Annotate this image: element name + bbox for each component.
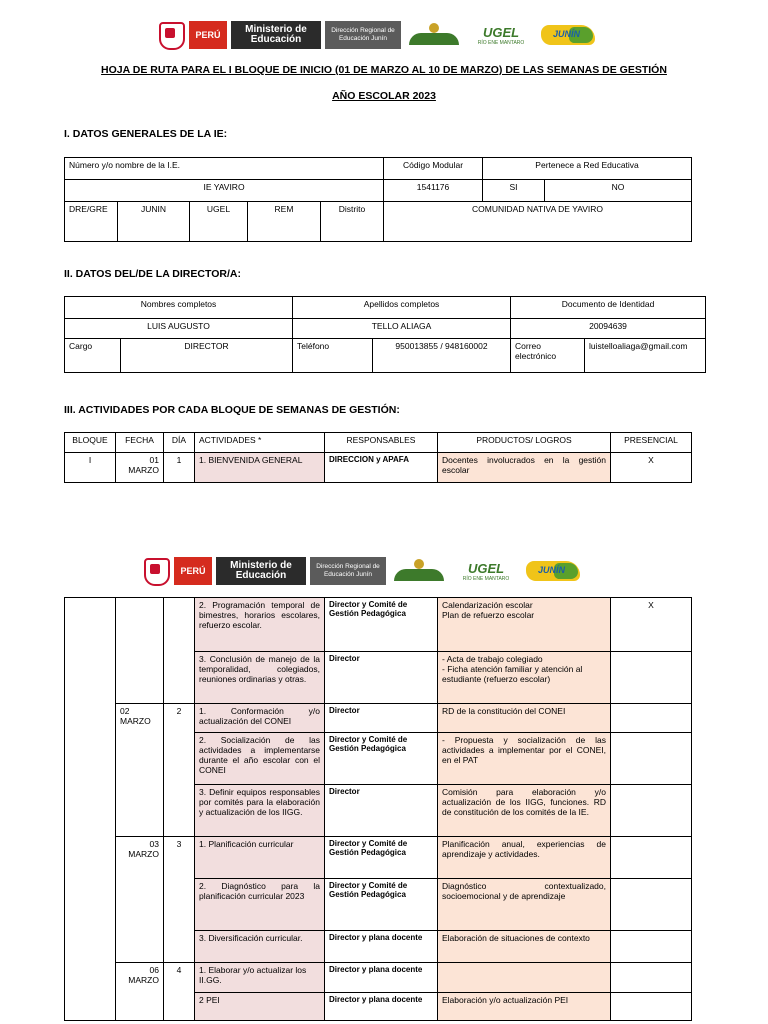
presencial-cell: X [611,453,692,483]
header-logos [155,20,597,50]
producto-cell: - Propuesta y socialización de las actividades a implementar por el CONEI, en el PAT [438,733,611,785]
minedu-logo: Ministerio de Educación [216,557,306,585]
actividad-cell: 1. Planificación curricular [195,837,325,879]
telefono-value: 950013855 / 948160002 [373,339,511,373]
responsable-cell: Director y Comité de Gestión Pedagógica [325,598,438,652]
peru-logo: PERÚ [189,21,227,49]
telefono-label: Teléfono [293,339,373,373]
header-red: Pertenece a Red Educativa [483,158,692,180]
fecha-cell: 03 MARZO [116,837,164,963]
correo-label: Correo electrónico [511,339,585,373]
distrito-value: COMUNIDAD NATIVA DE YAVIRO [384,202,692,242]
junin-logo: JUNÍN [524,557,582,585]
fecha-cell: 06 MARZO [116,963,164,1021]
responsable-cell: Director y Comité de Gestión Pedagógica [325,837,438,879]
dia-cell: 2 [164,704,195,837]
cargo-label: Cargo [65,339,121,373]
table-row [65,837,692,879]
director-dni: 20094639 [511,319,706,339]
col-presencial: PRESENCIAL [611,433,692,453]
actividad-cell: 2 PEI [195,993,325,1021]
document-title: HOJA DE RUTA PARA EL I BLOQUE DE INICIO (01 DE MARZO AL 10 DE MARZO) DE LAS SEMANAS DE GESTIÓN [101,64,667,76]
cargo-value: DIRECTOR [121,339,293,373]
director-apellidos: TELLO ALIAGA [293,319,511,339]
section-heading-3: III. ACTIVIDADES POR CADA BLOQUE DE SEMANAS DE GESTIÓN: [64,404,400,416]
responsable-cell: DIRECCION y APAFA [325,453,438,483]
col-bloque: BLOQUE [65,433,116,453]
responsable-cell: Director y plana docente [325,963,438,993]
header-nombre: Número y/o nombre de la I.E. [65,158,384,180]
section-heading-2: II. DATOS DEL/DE LA DIRECTOR/A: [64,268,241,280]
header-nombres: Nombres completos [65,297,293,319]
correo-value: luistelloaliaga@gmail.com [585,339,706,373]
fecha-cell: 01 MARZO [116,453,164,483]
emblem-logo [405,21,463,49]
presencial-cell [611,704,692,733]
presencial-cell [611,931,692,963]
producto-cell: Comisión para elaboración y/o actualización de los IIGG, funciones. RD de constitución de los comités de la IE. [438,785,611,837]
header-documento: Documento de Identidad [511,297,706,319]
dre-value: JUNIN [118,202,190,242]
actividad-cell: 3. Conclusión de manejo de la temporalidad, colegiados, reuniones ordinarias y otras. [195,652,325,704]
actividad-cell: 1. BIENVENIDA GENERAL [195,453,325,483]
responsable-cell: Director y plana docente [325,931,438,963]
fecha-cell: 02 MARZO [116,704,164,837]
producto-cell: Diagnóstico contextualizado, socioemocional y de aprendizaje [438,879,611,931]
actividad-cell: 2. Programación temporal de bimestres, horarios escolares, refuerzo escolar. [195,598,325,652]
presencial-cell [611,733,692,785]
table-row [65,963,692,993]
dre-logo: Dirección Regional de Educación Junín [325,21,401,49]
dia-cell [164,598,195,704]
dia-cell: 3 [164,837,195,963]
presencial-cell [611,879,692,931]
header-codigo: Código Modular [384,158,483,180]
col-productos: PRODUCTOS/ LOGROS [438,433,611,453]
actividad-cell: 2. Socialización de las actividades a implementarse durante el año escolar con el CONEI [195,733,325,785]
presencial-cell: X [611,598,692,652]
actividad-cell: 1. Elaborar y/o actualizar los II.GG. [195,963,325,993]
producto-cell: Elaboración de situaciones de contexto [438,931,611,963]
dia-cell: 1 [164,453,195,483]
producto-cell: - Acta de trabajo colegiado - Ficha atención familiar y atención al estudiante (refuerzo escolar) [438,652,611,704]
header-apellidos: Apellidos completos [293,297,511,319]
ugel-value: REM [248,202,321,242]
emblem-logo [390,557,448,585]
dia-cell: 4 [164,963,195,1021]
actividad-cell: 3. Diversificación curricular. [195,931,325,963]
responsable-cell: Director [325,785,438,837]
peru-shield-icon [155,20,185,50]
ie-nombre: IE YAVIRO [65,180,384,202]
col-responsables: RESPONSABLES [325,433,438,453]
dre-label: DRE/GRE [65,202,118,242]
table-row [65,598,692,652]
producto-cell: Elaboración y/o actualización PEI [438,993,611,1021]
ugel-logo: UGEL RÍO ENE MANTARO [462,560,510,582]
actividades-table-page2 [64,597,692,1021]
responsable-cell: Director [325,704,438,733]
fecha-cell [116,598,164,704]
junin-logo: JUNÍN [539,21,597,49]
dre-logo: Dirección Regional de Educación Junín [310,557,386,585]
presencial-cell [611,652,692,704]
actividad-cell: 3. Definir equipos responsables por comités para la elaboración y actualización de los IIGG. [195,785,325,837]
responsable-cell: Director [325,652,438,704]
producto-cell [438,963,611,993]
peru-shield-icon [140,556,170,586]
responsable-cell: Director y plana docente [325,993,438,1021]
presencial-cell [611,993,692,1021]
col-fecha: FECHA [116,433,164,453]
document-subtitle: AÑO ESCOLAR 2023 [332,90,436,102]
bloque-cell [65,598,116,1021]
director-table [64,296,706,373]
table-row [65,704,692,733]
actividades-table [64,432,692,483]
ugel-label: UGEL [190,202,248,242]
responsable-cell: Director y Comité de Gestión Pedagógica [325,733,438,785]
producto-cell: Calendarización escolar Plan de refuerzo escolar [438,598,611,652]
red-no: NO [545,180,692,202]
minedu-logo: Ministerio de Educación [231,21,321,49]
codigo-modular: 1541176 [384,180,483,202]
red-si: SI [483,180,545,202]
actividad-cell: 1. Conformación y/o actualización del CONEI [195,704,325,733]
distrito-label: Distrito [321,202,384,242]
producto-cell: RD de la constitución del CONEI [438,704,611,733]
presencial-cell [611,785,692,837]
header-logos-page2 [140,556,582,586]
bloque-cell: I [65,453,116,483]
section-heading-1: I. DATOS GENERALES DE LA IE: [64,128,228,140]
producto-cell: Planificación anual, experiencias de aprendizaje y actividades. [438,837,611,879]
datos-generales-table [64,157,692,242]
producto-cell: Docentes involucrados en la gestión escolar [438,453,611,483]
presencial-cell [611,963,692,993]
peru-logo: PERÚ [174,557,212,585]
col-actividades: ACTIVIDADES * [195,433,325,453]
director-nombres: LUIS AUGUSTO [65,319,293,339]
table-row [65,453,692,483]
responsable-cell: Director y Comité de Gestión Pedagógica [325,879,438,931]
actividad-cell: 2. Diagnóstico para la planificación curricular 2023 [195,879,325,931]
presencial-cell [611,837,692,879]
col-dia: DÍA [164,433,195,453]
ugel-logo: UGEL RÍO ENE MANTARO [477,24,525,46]
